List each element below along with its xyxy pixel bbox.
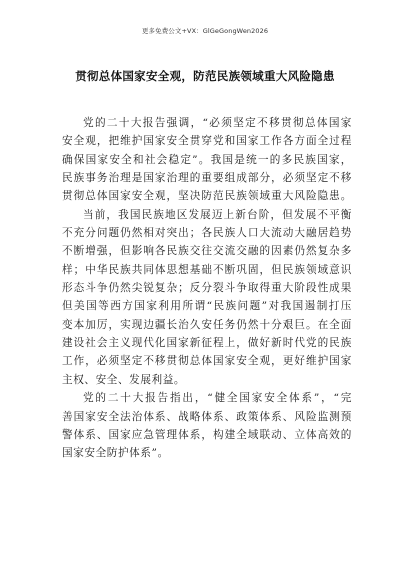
paragraph-2-line-4: 样；中华民族共同体思想基础不断巩固，但民族领域意识 [62, 263, 352, 276]
paragraph-2-line-10: 主权、安全、发展利益。 [62, 373, 186, 386]
paragraph-2-line-6: 但美国等西方国家利用所谓“民族问题”对我国遏制打压 [62, 300, 352, 313]
header-note: 更多免费公文+VX：GlGeGongWen2026 [141, 27, 269, 35]
paragraph-2-line-2: 不充分问题仍然相对突出；各民族人口大流动大融居趋势 [62, 227, 352, 240]
paragraph-2-line-3: 不断增强，但影响各民族交往交流交融的因素仍然复杂多 [62, 245, 352, 258]
paragraph-2-line-8: 建设社会主义现代化国家新征程上，做好新时代党的民族 [62, 337, 352, 350]
paragraph-1-line-3: 确保国家安全和社会稳定”。我国是统一的多民族国家， [62, 153, 352, 166]
paragraph-2-line-1: 当前，我国民族地区发展迈上新台阶，但发展不平衡 [83, 208, 352, 221]
paragraph-2-line-9: 工作，必须坚定不移贯彻总体国家安全观，更好维护国家 [62, 355, 352, 368]
paragraph-1-line-4: 民族事务治理是国家治理的重要组成部分，必须坚定不移 [62, 172, 352, 185]
paragraph-3-line-4: 国家安全防护体系”。 [62, 447, 169, 460]
paragraph-1-line-5: 贯彻总体国家安全观，坚决防范民族领域重大风险隐患。 [62, 190, 352, 203]
paragraph-2-line-5: 形态斗争仍然尖锐复杂；反分裂斗争取得重大阶段性成果 [62, 282, 352, 295]
paragraph-3-line-1: 党的二十大报告指出，“健全国家安全体系”，“完 [83, 392, 352, 405]
paragraph-3-line-2: 善国家安全法治体系、战略体系、政策体系、风险监测预 [62, 410, 352, 423]
paragraph-1-line-1: 党的二十大报告强调，“必须坚定不移贯彻总体国家 [83, 117, 352, 129]
paragraph-3-line-3: 警体系、国家应急管理体系，构建全域联动、立体高效的 [62, 428, 352, 441]
document-body [62, 114, 352, 463]
document-title: 贯彻总体国家安全观，防范民族领域重大风险隐患 [75, 69, 335, 83]
paragraph-1-line-2: 安全观，把维护国家安全贯穿党和国家工作各方面全过程 [62, 135, 352, 148]
paragraph-2-line-7: 变本加厉，实现边疆长治久安任务仍然十分艰巨。在全面 [62, 318, 352, 331]
